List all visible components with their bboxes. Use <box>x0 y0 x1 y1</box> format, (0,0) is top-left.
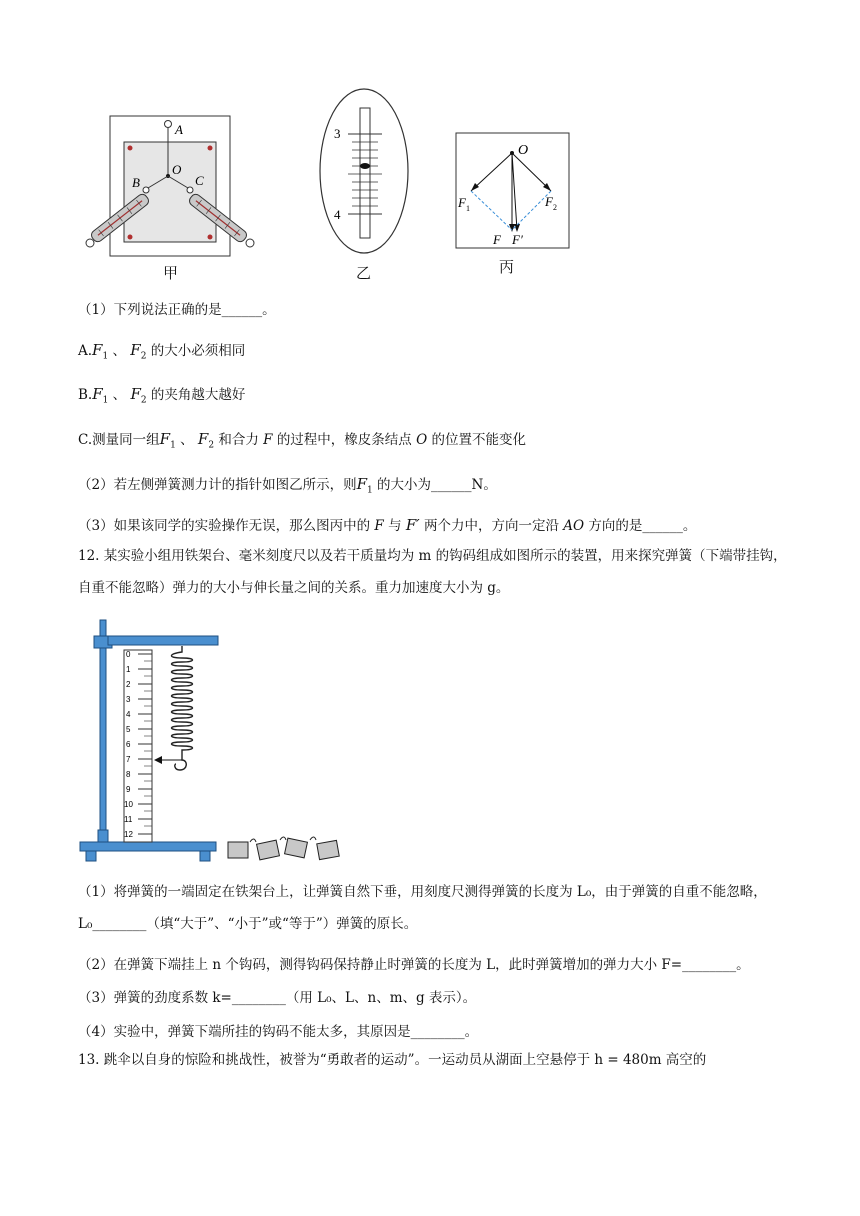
caption-yi: 乙 <box>356 264 372 282</box>
q11-option-a: $A.F_1$ 、 $F_2$ 的大小必须相同 <box>78 341 246 362</box>
q13-stem: 13. 跳伞以自身的惊险和挑战性，被誉为“勇敢者的运动”。一运动员从湖面上空悬停于 h = 480m 高空的 <box>78 1052 707 1068</box>
svg-text:10: 10 <box>124 800 133 809</box>
tick-4: 4 <box>334 207 341 222</box>
figure-bing <box>455 132 571 250</box>
svg-text:2: 2 <box>553 203 557 212</box>
q12-p1: （1）将弹簧的一端固定在铁架台上，让弹簧自然下垂，用刻度尺测得弹簧的长度为 L₀，由于弹簧的自重不能忽略，L₀________（填“大于”、“小于”或“等于”）弹簧的原长。 <box>78 884 767 932</box>
label-F: F <box>493 232 501 247</box>
svg-text:4: 4 <box>126 710 131 719</box>
q11-p2: （2）若左侧弹簧测力计的指针如图乙所示，则$F_1$ 的大小为______N。 <box>78 475 497 496</box>
q12-p2: （2）在弹簧下端挂上 n 个钩码，测得钩码保持静止时弹簧的长度为 L，此时弹簧增加的弹力大小 F=________。 <box>78 957 750 973</box>
svg-text:2: 2 <box>126 680 131 689</box>
svg-text:7: 7 <box>126 755 131 764</box>
svg-text:1: 1 <box>126 665 131 674</box>
caption-jia: 甲 <box>163 264 179 282</box>
figure-jia <box>80 110 270 260</box>
q11-option-b: $B.F_1$ 、 $F_2$ 的夹角越大越好 <box>78 385 246 406</box>
q12-stem: 12. 某实验小组用铁架台、毫米刻度尺以及若干质量均为 m 的钩码组成如图所示的装置，用来探究弹簧（下端带挂钩，自重不能忽略）弹力的大小与伸长量之间的关系。重力加速度大小为 g。 <box>78 548 787 596</box>
figure-yi <box>318 86 410 256</box>
svg-text:1: 1 <box>466 204 470 213</box>
caption-bing: 丙 <box>499 258 515 276</box>
q12-p4: （4）实验中，弹簧下端所挂的钩码不能太多，其原因是________。 <box>78 1024 479 1040</box>
svg-text:3: 3 <box>126 695 131 704</box>
tick-3: 3 <box>334 126 341 141</box>
hook-weights <box>228 837 339 860</box>
svg-text:8: 8 <box>126 770 131 779</box>
label-A: A <box>175 122 183 137</box>
label-O: O <box>172 162 182 177</box>
svg-text:0: 0 <box>126 650 131 659</box>
label-C: C <box>195 173 204 188</box>
svg-text:11: 11 <box>124 815 133 824</box>
svg-text:6: 6 <box>126 740 131 749</box>
label-B: B <box>132 175 140 190</box>
figure-spring-apparatus <box>78 614 348 866</box>
q11-option-c: C.测量同一组$F_1$ 、 $F_2$ 和合力 F 的过程中，橡皮条结点 O 的位置不能变化 <box>78 430 526 451</box>
label-F2: F <box>545 194 553 209</box>
svg-text:5: 5 <box>126 725 131 734</box>
q12-p3: （3）弹簧的劲度系数 k=________（用 L₀、L、n、m、g 表示）。 <box>78 990 477 1006</box>
label-O: O <box>518 143 529 158</box>
q11-p3: （3）如果该同学的实验操作无误，那么图丙中的 F 与 F′ 两个力中，方向一定沿 AO 方向的是______。 <box>78 516 697 534</box>
q11-p1: （1）下列说法正确的是______。 <box>78 302 276 318</box>
label-F-prime: F′ <box>512 232 523 247</box>
label-F1: F <box>458 195 466 210</box>
svg-text:9: 9 <box>126 785 131 794</box>
svg-text:12: 12 <box>124 830 133 839</box>
